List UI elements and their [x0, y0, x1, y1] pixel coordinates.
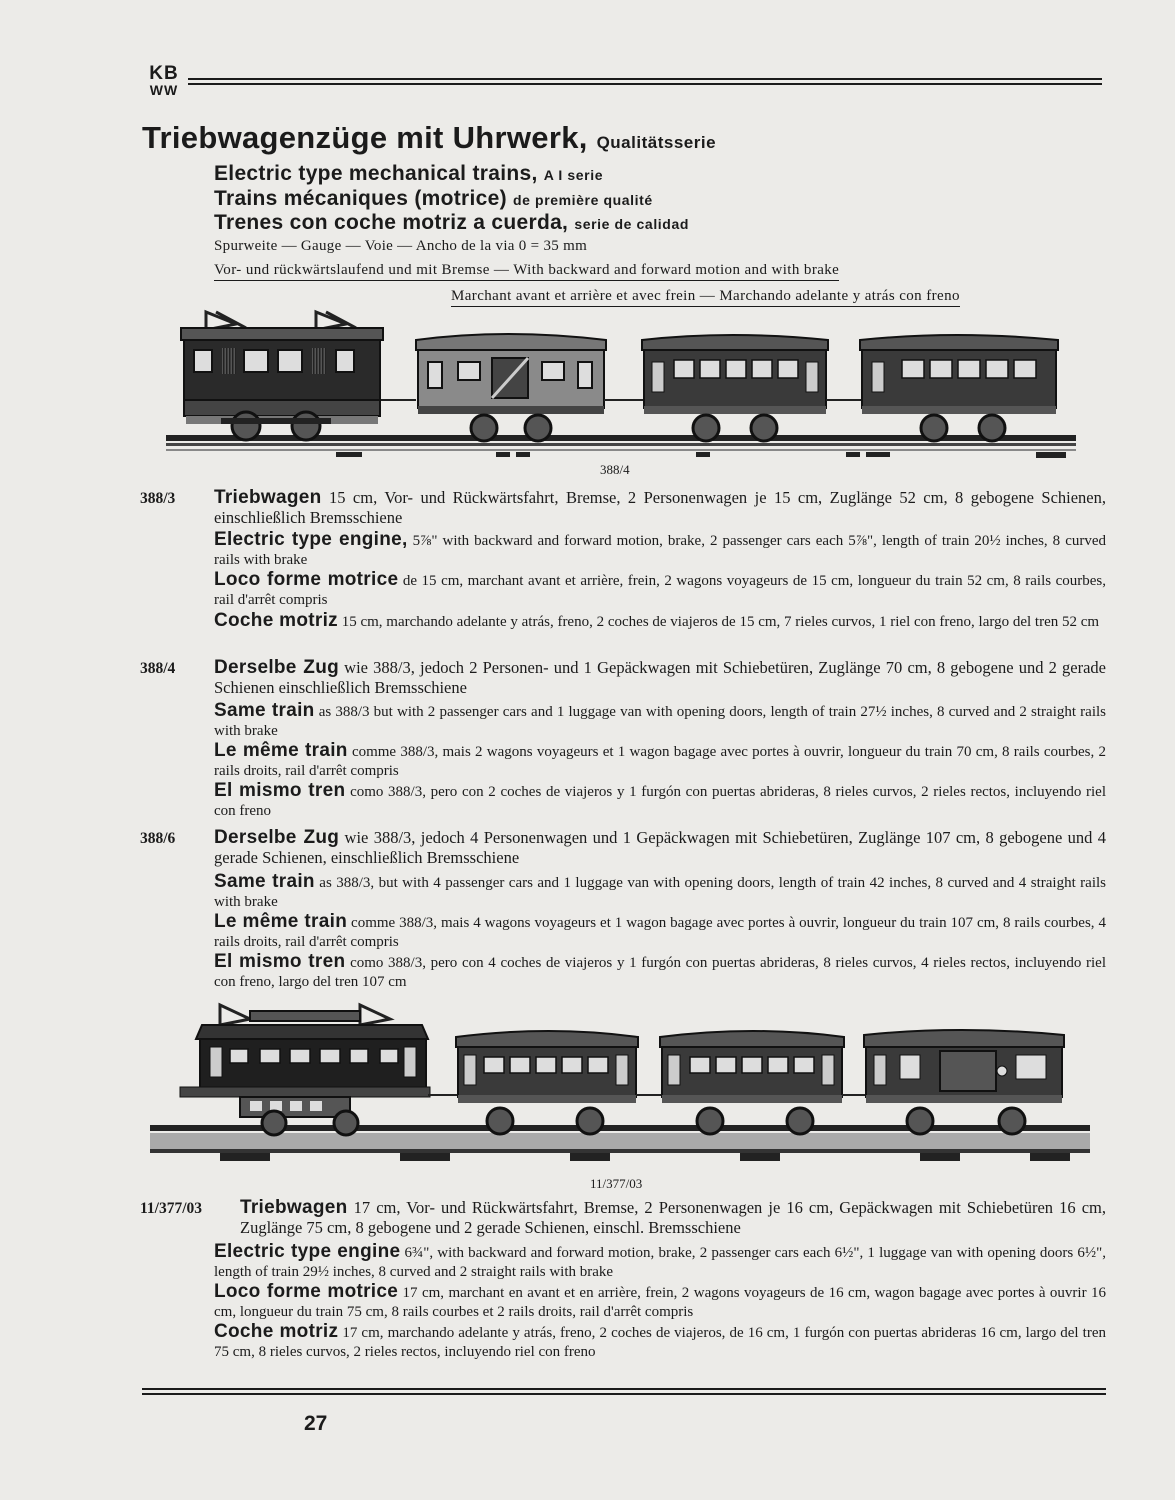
entry-heading: Le même train	[214, 740, 348, 761]
subtitle-english-main: Electric type mechanical trains,	[214, 162, 538, 185]
entry-text: 6¾", with backward and forward motion, brake, 2 passenger cars each 6½", 1 luggage van with opening doors 6½", length of train 29½ inches, 8 curved and 2 straight rails with brake	[214, 1245, 1106, 1280]
entry-heading: Same train	[214, 871, 315, 892]
entry-text: 17 cm, marchando adelante y atrás, freno, 2 coches de viajeros, de 16 cm, 1 furgón con puertas abrideras 16 cm, largo del tren 75 cm, 8 rieles curvos, 2 rieles rectos, incluyendo riel con freno	[214, 1325, 1106, 1360]
entry-heading: El mismo tren	[214, 780, 346, 801]
entry-heading: Same train	[214, 700, 315, 721]
entry-text: 15 cm, marchando adelante y atrás, freno, 2 coches de viajeros de 15 cm, 7 rieles curvos, 1 riel con freno, largo del tren 52 cm	[337, 614, 1100, 630]
article-388-3-spanish	[214, 611, 1106, 632]
entry-heading: Loco forme motrice	[214, 569, 399, 590]
kbww-logo	[146, 64, 182, 97]
subtitle-spanish-main: Trenes con coche motriz a cuerda,	[214, 211, 569, 234]
entry-text: 17 cm, Vor- und Rückwärtsfahrt, Bremse, 2 Personenwagen je 16 cm, Gepäckwagen mit Schiebetüren 16 cm, Zuglänge 75 cm, 8 gebogene und 2 gerade Schienen, einschl. Bremsschiene	[240, 1198, 1106, 1237]
entry-text: de 15 cm, marchant avant et arrière, frein, 2 wagons voyageurs de 15 cm, longueur du train 52 cm, 8 rails courbes, rail d'arrêt compris	[214, 573, 1107, 608]
entry-text: wie 388/3, jedoch 2 Personen- und 1 Gepäckwagen mit Schiebetüren, Zuglänge 70 cm, 8 gebogene und 2 gerade Schienen einschließlich Bremsschiene	[214, 658, 1106, 697]
subtitle-english-suffix: A I serie	[543, 167, 604, 183]
page-number: 27	[304, 1412, 328, 1435]
entry-heading: Loco forme motrice	[214, 1281, 399, 1302]
entry-text: wie 388/3, jedoch 4 Personenwagen und 1 Gepäckwagen mit Schiebetüren, Zuglänge 107 cm, 8 gebogene und 4 gerade Schienen, einschließlich Bremsschiene	[214, 828, 1107, 867]
article-number-11-377-03: 11/377/03	[140, 1200, 203, 1217]
subtitle-spanish	[214, 211, 689, 235]
subtitle-english	[214, 162, 603, 186]
title-main: Triebwagenzüge mit Uhrwerk,	[142, 120, 588, 155]
entry-heading: Derselbe Zug	[214, 827, 340, 848]
gauge-line: Spurweite — Gauge — Voie — Ancho de la via 0 = 35 mm	[214, 238, 588, 254]
image-caption-11-377-03: 11/377/03	[590, 1176, 643, 1191]
article-11-377-03-spanish	[214, 1322, 1106, 1362]
title-suffix: Qualitätsserie	[596, 133, 717, 152]
article-388-4-english	[214, 701, 1106, 741]
entry-heading: Le même train	[214, 911, 348, 932]
entry-heading: Coche motriz	[214, 1321, 339, 1342]
logo-bottom: WW	[149, 82, 179, 98]
article-388-6-english	[214, 872, 1106, 912]
article-388-3-german	[214, 488, 1106, 528]
train-illustration-388-4	[166, 300, 1080, 470]
entry-text: comme 388/3, mais 2 wagons voyageurs et 1 wagon bagage avec portes à ouvrir, longueur du train 70 cm, 8 rails courbes, 2 rails droits, rail d'arrêt compris	[214, 744, 1106, 779]
feature-line-2: Marchant avant et arrière et avec frein — Marchando adelante y atrás con freno	[451, 288, 960, 307]
article-11-377-03-german	[240, 1198, 1106, 1238]
subtitle-spanish-suffix: serie de calidad	[574, 216, 689, 232]
page-title	[142, 120, 716, 156]
article-number-388-4: 388/4	[140, 660, 176, 677]
article-11-377-03-english	[214, 1242, 1106, 1282]
entry-text: 17 cm, marchant en avant et en arrière, frein, 2 wagons voyageurs de 16 cm, wagon bagage avec portes à ouvrir 16 cm, longueur du train 75 cm, 8 rails courbes et 2 rails droits, rail d'arrêt compris	[214, 1285, 1107, 1320]
article-388-4-french	[214, 741, 1106, 781]
footer-rule	[142, 1388, 1106, 1398]
entry-text: 5⅞" with backward and forward motion, brake, 2 passenger cars each 5⅞", length of train 20½ inches, 8 curved rails with brake	[214, 533, 1107, 568]
header-rule	[188, 78, 1102, 90]
entry-heading: Triebwagen	[240, 1197, 348, 1218]
entry-text: como 388/3, pero con 2 coches de viajeros y 1 furgón con puertas abrideras, 8 rieles curvos, 2 rieles rectos, incluyendo riel con freno	[214, 784, 1106, 819]
subtitle-french	[214, 187, 653, 211]
entry-heading: Electric type engine	[214, 1241, 401, 1262]
entry-heading: Derselbe Zug	[214, 657, 340, 678]
subtitle-french-main: Trains mécaniques (motrice)	[214, 187, 507, 210]
train-illustration-11-377-03	[150, 995, 1090, 1167]
article-388-3-english	[214, 530, 1106, 570]
entry-heading: Coche motriz	[214, 610, 338, 631]
article-11-377-03-french	[214, 1282, 1106, 1322]
subtitle-french-suffix: de première qualité	[513, 192, 653, 208]
article-number-388-6: 388/6	[140, 830, 176, 847]
article-388-6-german	[214, 828, 1106, 868]
entry-text: como 388/3, pero con 4 coches de viajeros y 1 furgón con puertas abrideras, 8 rieles curvos, 4 rieles rectos, incluyendo riel con freno, largo del tren 107 cm	[214, 955, 1106, 990]
image-caption-388-4: 388/4	[600, 462, 630, 477]
article-388-6-french	[214, 912, 1106, 952]
article-388-3-french	[214, 570, 1106, 610]
entry-text: comme 388/3, mais 4 wagons voyageurs et 1 wagon bagage avec portes à ouvrir, longueur du train 107 cm, 8 rails courbes, 4 rails droits, rail d'arrêt compris	[214, 915, 1106, 950]
entry-text: 15 cm, Vor- und Rückwärtsfahrt, Bremse, 2 Personenwagen je 15 cm, Zuglänge 52 cm, 8 gebogene Schienen, einschließlich Bremsschiene	[214, 488, 1106, 527]
feature-line-1: Vor- und rückwärtslaufend und mit Bremse — With backward and forward motion and with brake	[214, 262, 839, 281]
entry-heading: Electric type engine,	[214, 529, 408, 550]
article-388-4-german	[214, 658, 1106, 698]
entry-heading: El mismo tren	[214, 951, 346, 972]
entry-text: as 388/3 but with 2 passenger cars and 1 luggage van with opening doors, length of train 27½ inches, 8 curved and 2 straight rails with brake	[214, 704, 1107, 739]
entry-text: as 388/3, but with 4 passenger cars and 1 luggage van with opening doors, length of train 42 inches, 8 curved and 4 straight rails with brake	[214, 875, 1106, 910]
logo-top: KB	[149, 63, 179, 84]
article-388-4-spanish	[214, 781, 1106, 821]
article-388-6-spanish	[214, 952, 1106, 992]
entry-heading: Triebwagen	[214, 487, 322, 508]
article-number-388-3: 388/3	[140, 490, 176, 507]
